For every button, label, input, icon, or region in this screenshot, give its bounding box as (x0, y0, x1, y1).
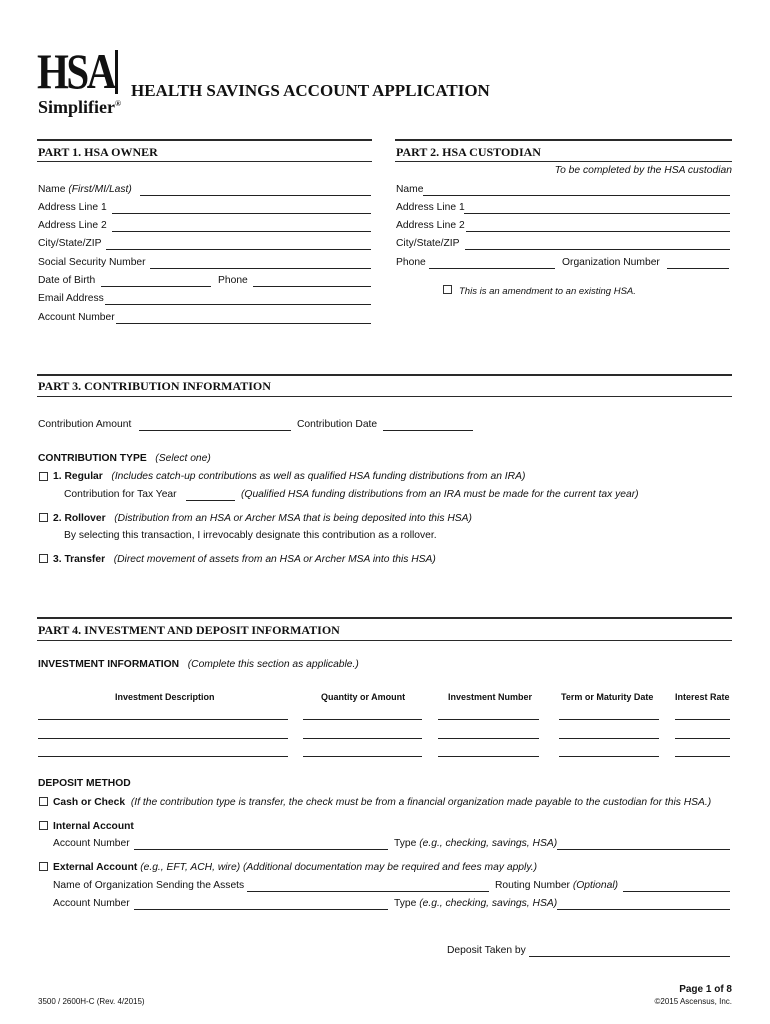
part2-title: PART 2. HSA CUSTODIAN (396, 145, 541, 159)
cash-check-option: Cash or Check (If the contribution type is transfer, the check must be from a financial organization made payable to the custodian for this HSA.) (53, 797, 712, 808)
amendment-label: This is an amendment to an existing HSA. (459, 286, 636, 297)
internal-account-checkbox[interactable] (39, 821, 48, 830)
col-quantity-amount: Quantity or Amount (321, 692, 406, 702)
custodian-name-field[interactable] (423, 195, 730, 196)
custodian-address2-field[interactable] (466, 231, 730, 232)
copyright: ©2015 Ascensus, Inc. (654, 997, 732, 1006)
owner-city-field[interactable] (106, 249, 371, 250)
owner-name-label: Name (First/MI/Last) (38, 184, 132, 195)
owner-name-field[interactable] (140, 195, 371, 196)
cash-check-checkbox[interactable] (39, 797, 48, 806)
internal-type-label: Type (e.g., checking, savings, HSA) (394, 838, 558, 849)
col-interest-rate: Interest Rate (675, 692, 730, 702)
internal-account-option: Internal Account (53, 821, 134, 832)
inv-row3-quantity[interactable] (303, 756, 422, 757)
part3-bottom-rule (37, 396, 732, 397)
owner-account-label: Account Number (38, 312, 115, 323)
contribution-amount-label: Contribution Amount (38, 419, 132, 430)
custodian-city-label: City/State/ZIP (396, 238, 460, 249)
external-account-option: External Account (e.g., EFT, ACH, wire) (Additional documentation may be required and fees may apply.) (53, 862, 537, 873)
custodian-city-field[interactable] (465, 249, 730, 250)
owner-address2-field[interactable] (112, 231, 371, 232)
routing-number-label: Routing Number (Optional) (495, 880, 619, 891)
regular-checkbox[interactable] (39, 472, 48, 481)
transfer-checkbox[interactable] (39, 554, 48, 563)
inv-row1-term[interactable] (559, 719, 659, 720)
custodian-address2-label: Address Line 2 (396, 220, 465, 231)
owner-email-field[interactable] (105, 304, 371, 305)
page-number: Page 1 of 8 (679, 984, 732, 995)
col-investment-number: Investment Number (448, 692, 533, 702)
transfer-option: 3. Transfer (Direct movement of assets from an HSA or Archer MSA into this HSA) (53, 554, 436, 565)
logo (37, 43, 122, 118)
tax-year-label: Contribution for Tax Year (64, 489, 177, 500)
contribution-amount-field[interactable] (139, 430, 291, 431)
custodian-phone-label: Phone (396, 257, 426, 268)
external-type-field[interactable] (557, 909, 730, 910)
owner-dob-field[interactable] (101, 286, 211, 287)
deposit-method-heading: DEPOSIT METHOD (38, 778, 131, 789)
external-account-number-field[interactable] (134, 909, 388, 910)
routing-number-field[interactable] (623, 891, 730, 892)
owner-dob-label: Date of Birth (38, 275, 96, 286)
custodian-org-label: Organization Number (562, 257, 660, 268)
contribution-date-label: Contribution Date (297, 419, 378, 430)
inv-row1-number[interactable] (438, 719, 539, 720)
sending-org-label: Name of Organization Sending the Assets (53, 880, 245, 891)
logo-main: HSA (37, 43, 114, 99)
page-title: HEALTH SAVINGS ACCOUNT APPLICATION (131, 81, 490, 100)
inv-row2-description[interactable] (38, 738, 288, 739)
col-investment-description: Investment Description (115, 692, 215, 702)
inv-row2-term[interactable] (559, 738, 659, 739)
owner-address1-label: Address Line 1 (38, 202, 107, 213)
owner-phone-field[interactable] (253, 286, 371, 287)
external-type-label: Type (e.g., checking, savings, HSA) (394, 898, 558, 909)
part1-top-rule (37, 139, 372, 141)
owner-email-label: Email Address (38, 293, 104, 304)
form-number: 3500 / 2600H-C (Rev. 4/2015) (38, 997, 145, 1006)
owner-ssn-field[interactable] (150, 268, 371, 269)
part2-top-rule (395, 139, 732, 141)
inv-row3-rate[interactable] (675, 756, 730, 757)
inv-row3-description[interactable] (38, 756, 288, 757)
deposit-taken-by-label: Deposit Taken by (447, 945, 526, 956)
col-term-maturity: Term or Maturity Date (561, 692, 654, 702)
part1-bottom-rule (37, 161, 372, 162)
part1-title: PART 1. HSA OWNER (38, 145, 158, 159)
rollover-checkbox[interactable] (39, 513, 48, 522)
external-account-checkbox[interactable] (39, 862, 48, 871)
regular-option: 1. Regular (Includes catch-up contributions as well as qualified HSA funding distributions from an IRA) (53, 471, 526, 482)
inv-row3-term[interactable] (559, 756, 659, 757)
inv-row2-rate[interactable] (675, 738, 730, 739)
internal-type-field[interactable] (557, 849, 730, 850)
inv-row1-quantity[interactable] (303, 719, 422, 720)
custodian-address1-label: Address Line 1 (396, 202, 465, 213)
rollover-note: By selecting this transaction, I irrevocably designate this contribution as a rollover. (64, 530, 437, 541)
deposit-taken-by-field[interactable] (529, 956, 730, 957)
part4-title: PART 4. INVESTMENT AND DEPOSIT INFORMATION (38, 623, 340, 637)
inv-row2-quantity[interactable] (303, 738, 422, 739)
part3-title: PART 3. CONTRIBUTION INFORMATION (38, 379, 271, 393)
owner-address1-field[interactable] (112, 213, 371, 214)
rollover-option: 2. Rollover (Distribution from an HSA or Archer MSA that is being deposited into this HSA) (53, 513, 472, 524)
owner-city-label: City/State/ZIP (38, 238, 102, 249)
contribution-date-field[interactable] (383, 430, 473, 431)
sending-org-field[interactable] (247, 891, 489, 892)
custodian-name-label: Name (396, 184, 424, 195)
part3-top-rule (37, 374, 732, 376)
owner-account-field[interactable] (116, 323, 371, 324)
contribution-type-heading: CONTRIBUTION TYPE (Select one) (38, 453, 211, 464)
custodian-phone-field[interactable] (429, 268, 555, 269)
custodian-note: To be completed by the HSA custodian (554, 165, 732, 176)
logo-sub: Simplifier® (38, 97, 121, 117)
owner-address2-label: Address Line 2 (38, 220, 107, 231)
inv-row1-description[interactable] (38, 719, 288, 720)
custodian-org-field[interactable] (667, 268, 729, 269)
investment-heading: INVESTMENT INFORMATION (Complete this section as applicable.) (38, 659, 359, 670)
part4-top-rule (37, 617, 732, 619)
owner-ssn-label: Social Security Number (38, 257, 146, 268)
owner-phone-label: Phone (218, 275, 248, 286)
internal-account-number-label: Account Number (53, 838, 130, 849)
tax-year-note: (Qualified HSA funding distributions from an IRA must be made for the current tax year) (241, 489, 639, 500)
logo-bar (115, 50, 118, 94)
inv-row3-number[interactable] (438, 756, 539, 757)
external-account-number-label: Account Number (53, 898, 130, 909)
amendment-checkbox[interactable] (443, 285, 452, 294)
internal-account-number-field[interactable] (134, 849, 388, 850)
custodian-address1-field[interactable] (464, 213, 730, 214)
part4-bottom-rule (37, 640, 732, 641)
tax-year-field[interactable] (186, 500, 235, 501)
inv-row2-number[interactable] (438, 738, 539, 739)
part2-bottom-rule (395, 161, 732, 162)
inv-row1-rate[interactable] (675, 719, 730, 720)
